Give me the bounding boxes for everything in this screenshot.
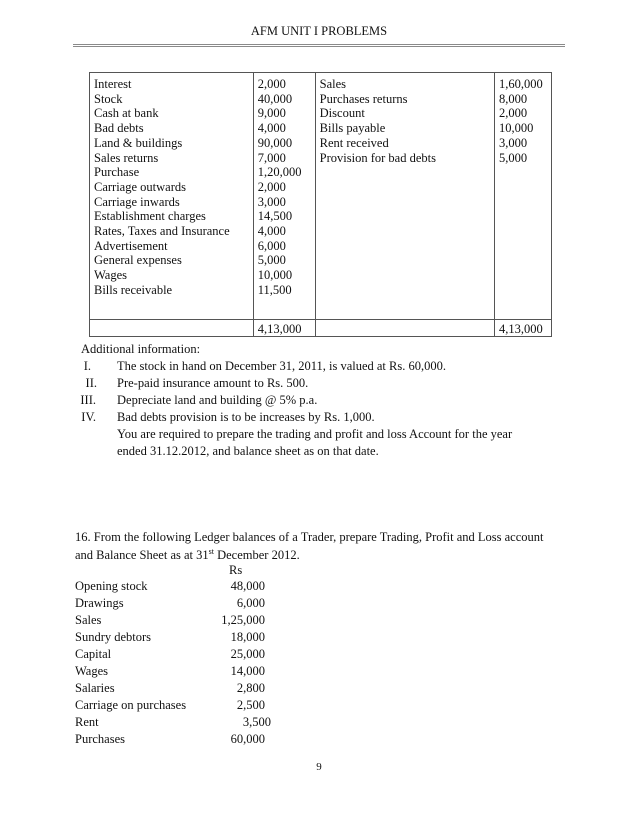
credit-amount: 3,000 bbox=[499, 135, 528, 150]
total-blank-cell bbox=[90, 320, 254, 337]
balance-name: Wages bbox=[75, 664, 109, 678]
item-number: I. bbox=[83, 359, 91, 373]
header-rule bbox=[73, 44, 565, 47]
item-text: Depreciate land and building @ 5% p.a. bbox=[117, 393, 318, 407]
ledger-table bbox=[89, 72, 552, 337]
debit-amount: 9,000 bbox=[257, 106, 286, 121]
debit-name: Cash at bank bbox=[94, 106, 159, 121]
debit-amount: 10,000 bbox=[257, 268, 293, 283]
debit-name: Stock bbox=[94, 91, 123, 106]
credit-amount: 1,60,000 bbox=[499, 77, 543, 91]
question-text-part2: December 2012. bbox=[213, 548, 300, 562]
total-debit: 4,13,000 bbox=[253, 320, 315, 337]
debit-amount: 3,000 bbox=[257, 194, 286, 209]
ledger-total-row bbox=[90, 320, 552, 337]
debit-amount: 40,000 bbox=[257, 91, 293, 106]
balance-name: Capital bbox=[75, 647, 112, 661]
balance-name: Rent bbox=[75, 715, 99, 729]
item-text: Pre-paid insurance amount to Rs. 500. bbox=[117, 376, 309, 390]
debit-amount: 4,000 bbox=[257, 121, 286, 136]
credit-names-cell bbox=[315, 73, 494, 320]
balance-amount: 60,000 bbox=[230, 732, 265, 746]
item-number: IV. bbox=[81, 410, 96, 424]
debit-amount: 7,000 bbox=[257, 150, 286, 165]
balance-amount: 3,500 bbox=[242, 715, 271, 729]
debit-name: Interest bbox=[94, 77, 132, 91]
debit-amount: 11,500 bbox=[257, 282, 292, 297]
debit-amounts-cell bbox=[253, 73, 315, 320]
debit-amount: 14,500 bbox=[257, 209, 293, 224]
debit-amount: 2,000 bbox=[257, 179, 286, 194]
balance-amount: 25,000 bbox=[230, 647, 265, 661]
credit-amount: 2,000 bbox=[499, 106, 528, 121]
balance-name: Sundry debtors bbox=[75, 630, 152, 644]
page-number: 9 bbox=[316, 761, 322, 773]
balance-amount: 18,000 bbox=[230, 630, 265, 644]
balance-amount: 6,000 bbox=[236, 596, 265, 610]
balance-amount: 48,000 bbox=[230, 579, 265, 593]
credit-name: Sales bbox=[319, 77, 347, 91]
total-credit: 4,13,000 bbox=[495, 320, 552, 337]
debit-name: Sales returns bbox=[94, 150, 159, 165]
balance-amount: 14,000 bbox=[230, 664, 265, 678]
debit-name: Land & buildings bbox=[94, 135, 183, 150]
total-blank-cell bbox=[315, 320, 494, 337]
balance-name: Drawings bbox=[75, 596, 124, 610]
debit-name: Purchase bbox=[94, 165, 140, 180]
debit-name: Bad debts bbox=[94, 121, 144, 136]
debit-name: Bills receivable bbox=[94, 282, 173, 297]
question-text-part1: 16. From the following Ledger balances of a Trader, prepare Trading, Profit and Loss account and Balance Sheet as at 31 bbox=[75, 530, 544, 562]
balance-name: Purchases bbox=[75, 732, 125, 746]
item-text: Bad debts provision is to be increases by Rs. 1,000. bbox=[117, 410, 375, 424]
debit-names-cell bbox=[90, 73, 254, 320]
ordinal-suffix: st bbox=[208, 546, 214, 556]
debit-name: General expenses bbox=[94, 253, 182, 268]
debit-amount: 1,20,000 bbox=[257, 165, 302, 180]
credit-amounts-cell bbox=[495, 73, 552, 320]
balance-name: Carriage on purchases bbox=[75, 698, 187, 712]
debit-name: Rates, Taxes and Insurance bbox=[94, 224, 230, 239]
debit-amount: 90,000 bbox=[257, 135, 293, 150]
debit-name: Carriage inwards bbox=[94, 194, 180, 209]
balance-name: Sales bbox=[75, 613, 102, 627]
credit-name: Rent received bbox=[319, 135, 389, 150]
debit-amount: 5,000 bbox=[257, 253, 286, 268]
instruction-line: ended 31.12.2012, and balance sheet as on that date. bbox=[117, 444, 379, 458]
item-number: II. bbox=[85, 376, 97, 390]
page-header: AFM UNIT I PROBLEMS bbox=[250, 24, 388, 38]
balance-name: Salaries bbox=[75, 681, 115, 695]
debit-name: Carriage outwards bbox=[94, 179, 186, 194]
debit-amount: 6,000 bbox=[257, 238, 286, 253]
credit-name: Purchases returns bbox=[319, 91, 408, 106]
instruction-line: You are required to prepare the trading and profit and loss Account for the year bbox=[117, 427, 513, 441]
debit-name: Advertisement bbox=[94, 238, 168, 253]
question-16-text bbox=[75, 528, 545, 564]
balance-amount: 2,500 bbox=[236, 698, 265, 712]
ledger-main-row bbox=[90, 73, 552, 320]
balance-amount: 1,25,000 bbox=[221, 613, 265, 627]
debit-amount: 2,000 bbox=[257, 77, 286, 91]
debit-name: Wages bbox=[94, 268, 128, 283]
debit-name: Establishment charges bbox=[94, 209, 206, 224]
balance-name: Opening stock bbox=[75, 579, 148, 593]
currency-header: Rs bbox=[229, 563, 243, 577]
credit-name: Bills payable bbox=[319, 121, 386, 136]
debit-amount: 4,000 bbox=[257, 224, 286, 239]
credit-amount: 5,000 bbox=[499, 150, 528, 165]
additional-heading: Additional information: bbox=[81, 342, 201, 356]
balance-amount: 2,800 bbox=[236, 681, 265, 695]
credit-name: Discount bbox=[319, 106, 365, 121]
credit-amount: 10,000 bbox=[499, 121, 534, 136]
credit-amount: 8,000 bbox=[499, 91, 528, 106]
item-number: III. bbox=[80, 393, 96, 407]
item-text: The stock in hand on December 31, 2011, is valued at Rs. 60,000. bbox=[117, 359, 446, 373]
credit-name: Provision for bad debts bbox=[319, 150, 436, 165]
